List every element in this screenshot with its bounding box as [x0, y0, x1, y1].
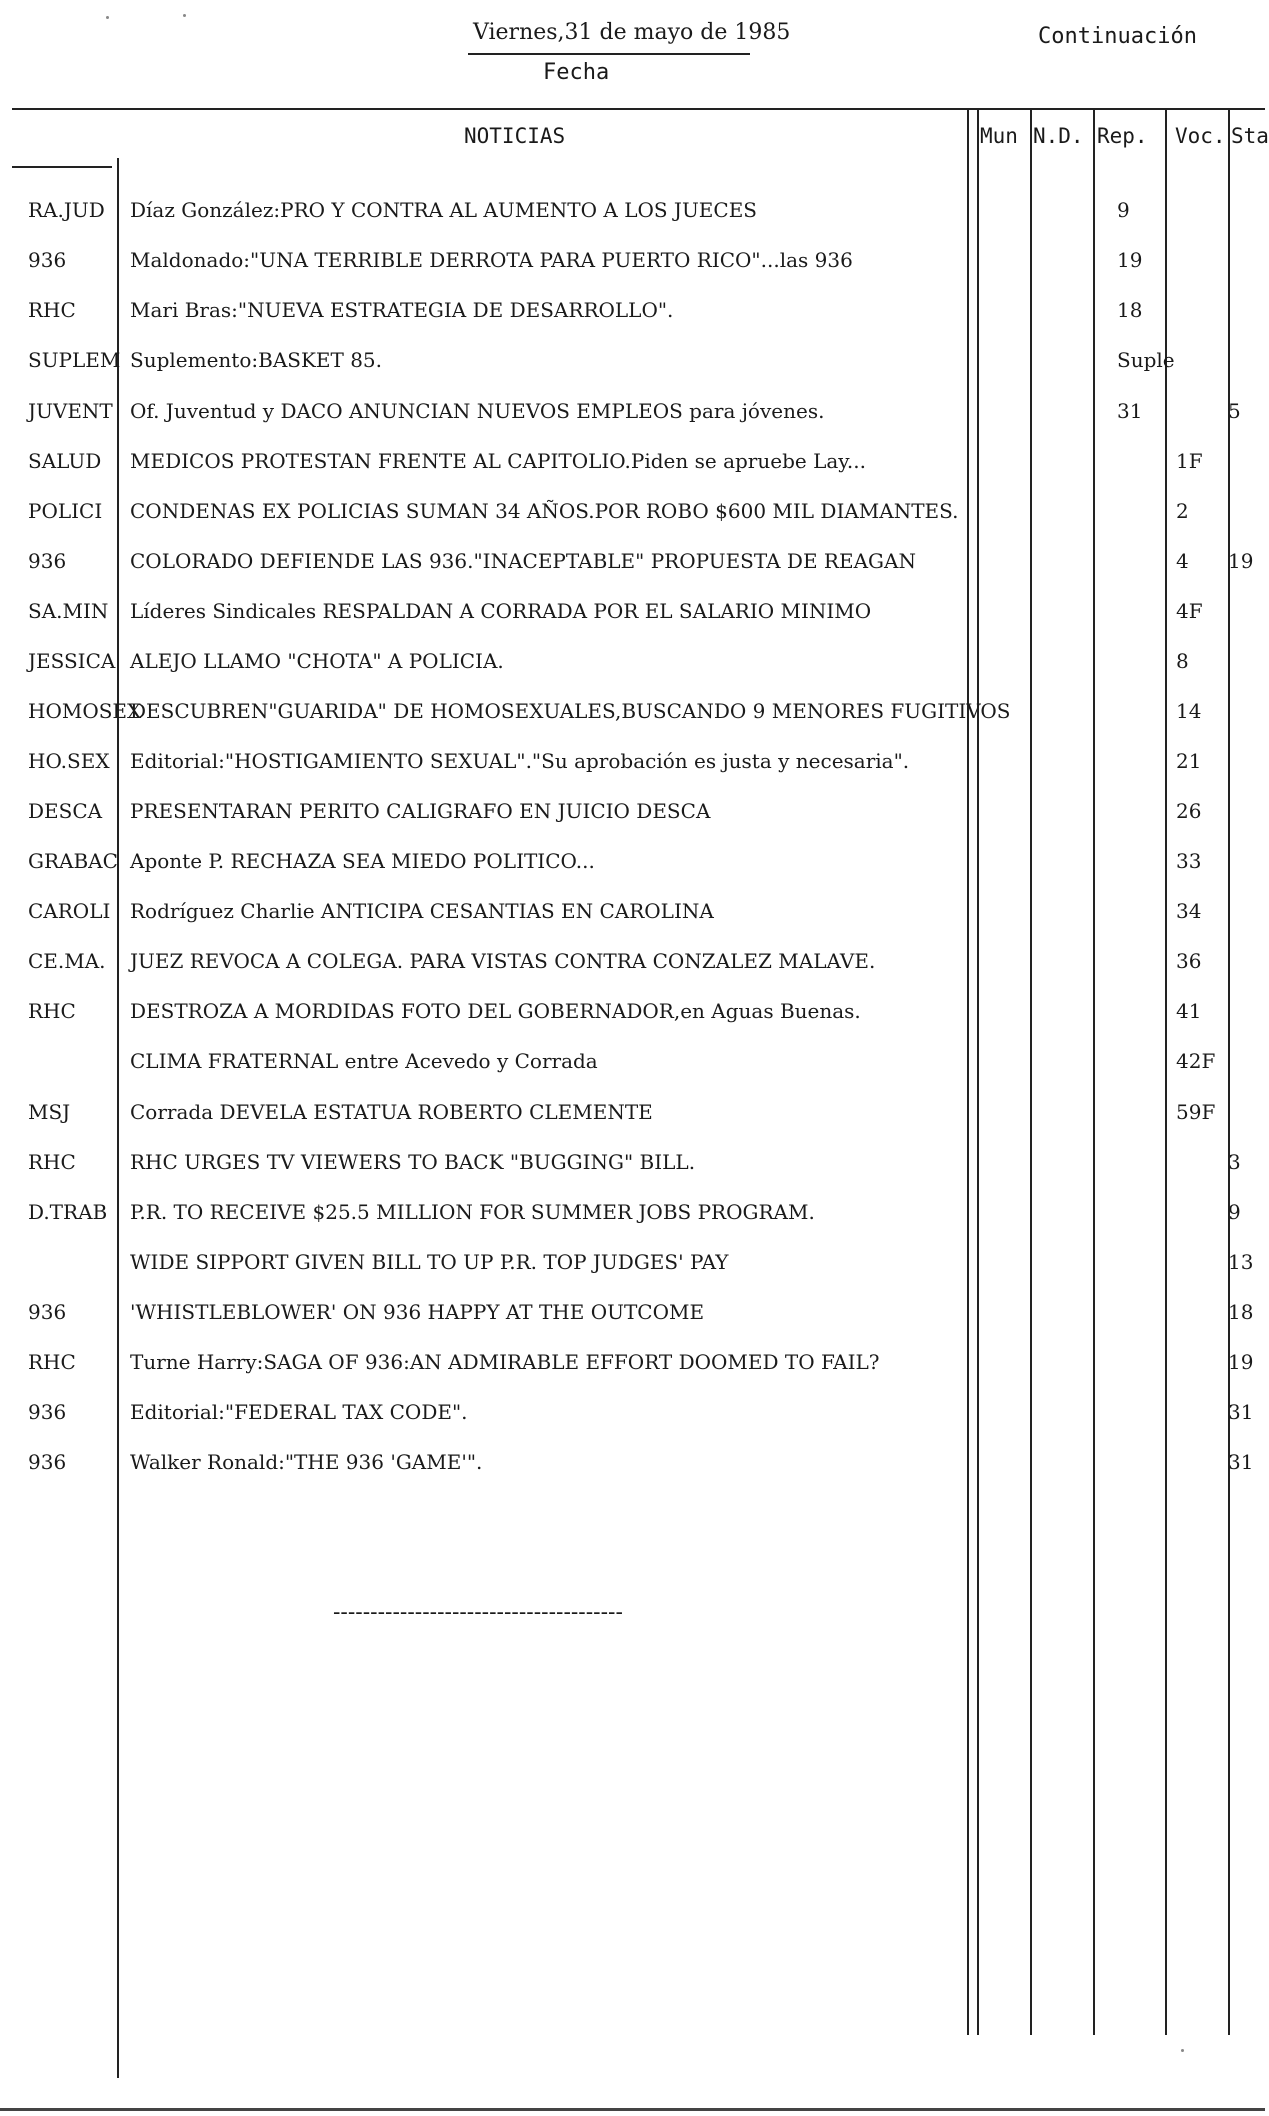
table-row [0, 336, 1265, 386]
row-code: MSJ [28, 1100, 71, 1124]
scan-speck [1181, 2049, 1184, 2052]
page-bottom-edge [0, 2108, 1265, 2111]
row-voc: 8 [1176, 649, 1189, 673]
header-rule-short [12, 166, 112, 168]
row-voc: 1F [1176, 449, 1203, 473]
date-underline [468, 53, 750, 55]
row-title: CLIMA FRATERNAL entre Acevedo y Corrada [130, 1049, 598, 1073]
row-rep: 31 [1117, 399, 1143, 423]
scan-speck [106, 16, 109, 19]
row-sta: 19 [1228, 1350, 1254, 1374]
row-code: CE.MA. [28, 949, 106, 973]
row-code: POLICI [28, 499, 103, 523]
row-voc: 26 [1176, 799, 1202, 823]
row-title: PRESENTARAN PERITO CALIGRAFO EN JUICIO DESCA [130, 799, 711, 823]
row-sta: 5 [1228, 399, 1241, 423]
row-code: 936 [28, 248, 67, 272]
row-title: DESTROZA A MORDIDAS FOTO DEL GOBERNADOR,en Aguas Buenas. [130, 999, 861, 1023]
row-rep: 9 [1117, 198, 1130, 222]
row-code: RHC [28, 1150, 76, 1174]
row-code: 936 [28, 1300, 67, 1324]
row-code: CAROLI [28, 899, 111, 923]
table-row [0, 787, 1265, 837]
row-sta: 13 [1228, 1250, 1254, 1274]
row-title: Díaz González:PRO Y CONTRA AL AUMENTO A LOS JUECES [130, 198, 758, 222]
date-caption: Fecha [543, 60, 610, 85]
row-code: RA.JUD [28, 198, 105, 222]
row-sta: 31 [1228, 1400, 1254, 1424]
row-sta: 31 [1228, 1450, 1254, 1474]
row-code: JESSICA [28, 649, 116, 673]
row-voc: 2 [1176, 499, 1189, 523]
table-row [0, 1188, 1265, 1238]
table-row [0, 837, 1265, 887]
date-text: Viernes,31 de mayo de 1985 [473, 20, 791, 45]
row-code: 936 [28, 1400, 67, 1424]
row-code: GRABAC [28, 849, 118, 873]
column-header-rep: Rep. [1097, 124, 1148, 148]
row-voc: 21 [1176, 749, 1202, 773]
continuation-label: Continuación [1038, 24, 1197, 49]
footer-dashed-rule: --------------------------------------- [333, 1600, 623, 1625]
table-row [0, 186, 1265, 236]
table-row [0, 987, 1265, 1037]
table-row [0, 1037, 1265, 1087]
row-title: RHC URGES TV VIEWERS TO BACK "BUGGING" BILL. [130, 1150, 696, 1174]
row-title: Corrada DEVELA ESTATUA ROBERTO CLEMENTE [130, 1100, 653, 1124]
row-code: HO.SEX [28, 749, 110, 773]
row-title: Aponte P. RECHAZA SEA MIEDO POLITICO... [130, 849, 595, 873]
row-voc: 34 [1176, 899, 1202, 923]
row-rep: 19 [1117, 248, 1143, 272]
table-row [0, 437, 1265, 487]
row-voc: 41 [1176, 999, 1202, 1023]
row-voc: 59F [1176, 1100, 1216, 1124]
table-row [0, 1388, 1265, 1438]
column-header-sta: Sta [1231, 124, 1269, 148]
row-code: SUPLEM [28, 348, 121, 372]
row-voc: 42F [1176, 1049, 1216, 1073]
table-row [0, 1138, 1265, 1188]
column-header-voc: Voc. [1175, 124, 1226, 148]
row-voc: 33 [1176, 849, 1202, 873]
row-title: MEDICOS PROTESTAN FRENTE AL CAPITOLIO.Piden se apruebe Lay... [130, 449, 866, 473]
row-title: DESCUBREN"GUARIDA" DE HOMOSEXUALES,BUSCANDO 9 MENORES FUGITIVOS [130, 699, 1011, 723]
row-title: JUEZ REVOCA A COLEGA. PARA VISTAS CONTRA CONZALEZ MALAVE. [130, 949, 876, 973]
column-header-news: NOTICIAS [464, 124, 566, 148]
column-header-mun: Mun [980, 124, 1018, 148]
row-title: ALEJO LLAMO "CHOTA" A POLICIA. [130, 649, 504, 673]
row-code: 936 [28, 549, 67, 573]
row-code: JUVENT [28, 399, 113, 423]
row-title: COLORADO DEFIENDE LAS 936."INACEPTABLE" PROPUESTA DE REAGAN [130, 549, 916, 573]
table-row [0, 1288, 1265, 1338]
row-code: RHC [28, 999, 76, 1023]
row-title: P.R. TO RECEIVE $25.5 MILLION FOR SUMMER JOBS PROGRAM. [130, 1200, 815, 1224]
row-rep: 18 [1117, 298, 1143, 322]
row-sta: 18 [1228, 1300, 1254, 1324]
row-code: HOMOSEX [28, 699, 142, 723]
table-row [0, 1338, 1265, 1388]
row-title: 'WHISTLEBLOWER' ON 936 HAPPY AT THE OUTCOME [130, 1300, 705, 1324]
row-title: Líderes Sindicales RESPALDAN A CORRADA POR EL SALARIO MINIMO [130, 599, 872, 623]
table-row [0, 537, 1265, 587]
row-title: WIDE SIPPORT GIVEN BILL TO UP P.R. TOP JUDGES' PAY [130, 1250, 729, 1274]
row-title: Turne Harry:SAGA OF 936:AN ADMIRABLE EFFORT DOOMED TO FAIL? [130, 1350, 880, 1374]
row-title: Mari Bras:"NUEVA ESTRATEGIA DE DESARROLLO". [130, 298, 674, 322]
row-voc: 4 [1176, 549, 1189, 573]
table-row [0, 1438, 1265, 1488]
table-row [0, 887, 1265, 937]
row-title: Maldonado:"UNA TERRIBLE DERROTA PARA PUERTO RICO"...las 936 [130, 248, 853, 272]
row-title: Editorial:"FEDERAL TAX CODE". [130, 1400, 468, 1424]
row-sta: 3 [1228, 1150, 1241, 1174]
table-row [0, 487, 1265, 537]
table-top-rule [12, 108, 1265, 110]
row-code: D.TRAB [28, 1200, 108, 1224]
table-row [0, 1088, 1265, 1138]
table-row [0, 637, 1265, 687]
table-row [0, 687, 1265, 737]
table-row [0, 286, 1265, 336]
table-row [0, 1238, 1265, 1288]
row-code: SALUD [28, 449, 102, 473]
row-title: CONDENAS EX POLICIAS SUMAN 34 AÑOS.POR ROBO $600 MIL DIAMANTES. [130, 499, 959, 523]
row-voc: 4F [1176, 599, 1203, 623]
row-sta: 19 [1228, 549, 1254, 573]
row-code: 936 [28, 1450, 67, 1474]
row-rep: Suple [1117, 348, 1175, 372]
row-voc: 36 [1176, 949, 1202, 973]
table-row [0, 937, 1265, 987]
row-sta: 9 [1228, 1200, 1241, 1224]
row-title: Walker Ronald:"THE 936 'GAME'". [130, 1450, 483, 1474]
row-title: Of. Juventud y DACO ANUNCIAN NUEVOS EMPLEOS para jóvenes. [130, 399, 825, 423]
row-voc: 14 [1176, 699, 1202, 723]
column-header-nd: N.D. [1033, 124, 1084, 148]
scan-speck [183, 14, 186, 17]
table-row [0, 587, 1265, 637]
row-code: DESCA [28, 799, 103, 823]
table-row [0, 236, 1265, 286]
row-code: RHC [28, 1350, 76, 1374]
row-title: Editorial:"HOSTIGAMIENTO SEXUAL"."Su aprobación es justa y necesaria". [130, 749, 910, 773]
table-row [0, 387, 1265, 437]
row-title: Rodríguez Charlie ANTICIPA CESANTIAS EN CAROLINA [130, 899, 714, 923]
row-code: RHC [28, 298, 76, 322]
row-code: SA.MIN [28, 599, 109, 623]
row-title: Suplemento:BASKET 85. [130, 348, 383, 372]
table-row [0, 737, 1265, 787]
